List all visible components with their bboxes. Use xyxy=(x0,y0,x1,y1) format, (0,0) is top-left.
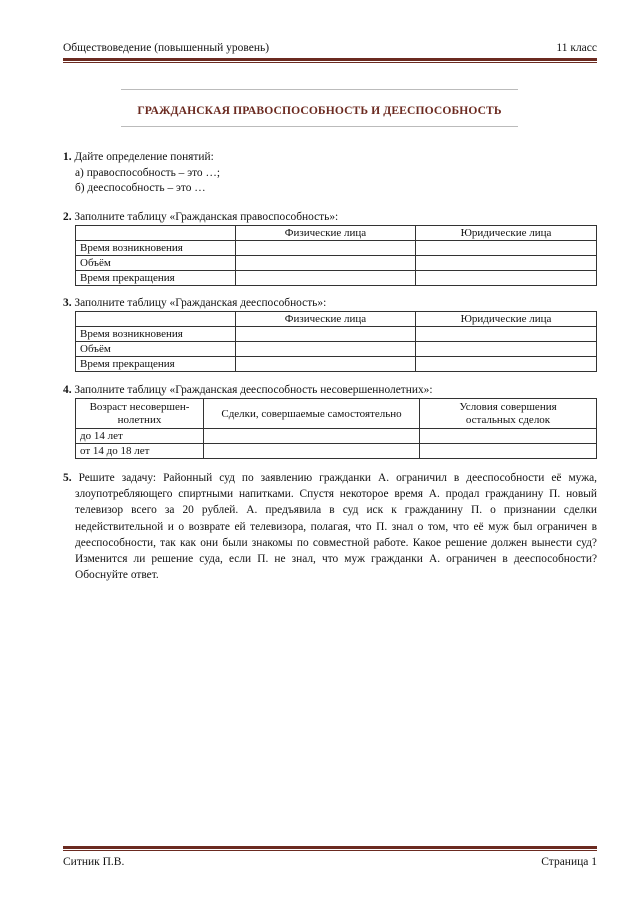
question-1-number: 1. xyxy=(63,151,72,163)
table-cell xyxy=(416,357,597,372)
table-cell xyxy=(236,327,416,342)
table-header-cell: Юридические лица xyxy=(416,312,597,327)
question-2-number: 2. xyxy=(63,211,72,223)
table-row xyxy=(76,429,597,444)
table-row-label: Объём xyxy=(76,342,236,357)
table-header-cell xyxy=(76,226,236,241)
table-header-cell: Сделки, совершаемые самостоятельно xyxy=(204,399,420,429)
table-row-label: Время прекращения xyxy=(76,271,236,286)
header-rule-thin xyxy=(63,62,597,63)
table-row xyxy=(76,256,597,271)
table-legal-capacity xyxy=(75,225,597,286)
table-row xyxy=(76,357,597,372)
header-subject: Обществоведение (повышенный уровень) xyxy=(63,42,270,54)
table-row xyxy=(76,271,597,286)
table-cell xyxy=(416,327,597,342)
table-cell xyxy=(416,271,597,286)
footer-rule-thin xyxy=(63,850,597,851)
table-active-capacity xyxy=(75,311,597,372)
question-2-text: Заполните таблицу «Гражданская правоспособность»: xyxy=(74,211,339,223)
question-3 xyxy=(63,296,597,312)
table-cell xyxy=(416,342,597,357)
table-row xyxy=(76,312,597,327)
question-1-text: Дайте определение понятий: xyxy=(74,151,214,163)
title-rule-top xyxy=(121,89,518,90)
header-grade: 11 класс xyxy=(556,42,597,54)
table-row-label: Время возникновения xyxy=(76,241,236,256)
table-cell xyxy=(236,357,416,372)
table-minors-capacity xyxy=(75,398,597,459)
question-3-text: Заполните таблицу «Гражданская дееспособность»: xyxy=(74,297,327,309)
table-row-label: до 14 лет xyxy=(76,429,204,444)
question-2 xyxy=(63,210,597,226)
table-header-cell xyxy=(76,312,236,327)
table-row-label: от 14 до 18 лет xyxy=(76,444,204,459)
table-row xyxy=(76,342,597,357)
header-rule xyxy=(63,58,597,61)
page-header xyxy=(63,42,597,54)
table-row xyxy=(76,327,597,342)
table-row xyxy=(76,399,597,429)
table-header-cell: Возраст несовершен-нолетних xyxy=(76,399,204,429)
table-row-label: Время возникновения xyxy=(76,327,236,342)
table-cell xyxy=(236,241,416,256)
table-cell xyxy=(236,271,416,286)
table-row-label: Объём xyxy=(76,256,236,271)
table-cell xyxy=(420,444,597,459)
table-header-cell: Физические лица xyxy=(236,312,416,327)
table-row xyxy=(76,226,597,241)
question-1-a: а) правоспособность – это …; xyxy=(75,166,221,179)
question-5 xyxy=(63,470,597,583)
table-header-cell: Условия совершения остальных сделок xyxy=(420,399,597,429)
footer-page-number: Страница 1 xyxy=(541,856,597,868)
table-row xyxy=(76,241,597,256)
table-cell xyxy=(420,429,597,444)
question-5-text: Решите задачу: Районный суд по заявлению гражданки А. ограничил в дееспособности её мужа, злоупотребляющего спиртными напитками. Спустя некоторое время А. продал гражданину П. новый телевизор всего за 20 рублей. А. предъявила в суд иск к гражданину П. о признании сделки недействительной и о возврате ей телевизора, полагая, что П. знал о том, что её муж был ограничен в дееспособности, так как они были знакомы по совместной работе. Какое решение должен вынести суд? Изменится ли решение суда, если П. не знал, что муж гражданки А. ограничен в дееспособности? Обоснуйте ответ. xyxy=(75,472,597,582)
question-4 xyxy=(63,383,597,399)
question-3-number: 3. xyxy=(63,297,72,309)
page-footer xyxy=(63,856,597,868)
question-1-b: б) дееспособность – это … xyxy=(75,182,206,194)
table-header-cell: Физические лица xyxy=(236,226,416,241)
title-rule-bottom xyxy=(121,126,518,127)
table-row xyxy=(76,444,597,459)
table-cell xyxy=(416,256,597,271)
table-cell xyxy=(416,241,597,256)
page-title: ГРАЖДАНСКАЯ ПРАВОСПОСОБНОСТЬ И ДЕЕСПОСОБНОСТЬ xyxy=(137,104,502,117)
table-cell xyxy=(204,429,420,444)
question-5-number: 5. xyxy=(63,472,72,484)
question-1 xyxy=(63,150,597,197)
table-cell xyxy=(236,256,416,271)
question-4-number: 4. xyxy=(63,384,72,396)
table-cell xyxy=(204,444,420,459)
footer-author: Ситник П.В. xyxy=(63,856,125,868)
table-header-cell: Юридические лица xyxy=(416,226,597,241)
footer-rule xyxy=(63,846,597,849)
question-4-text: Заполните таблицу «Гражданская дееспособность несовершеннолетних»: xyxy=(74,384,433,396)
table-cell xyxy=(236,342,416,357)
table-row-label: Время прекращения xyxy=(76,357,236,372)
